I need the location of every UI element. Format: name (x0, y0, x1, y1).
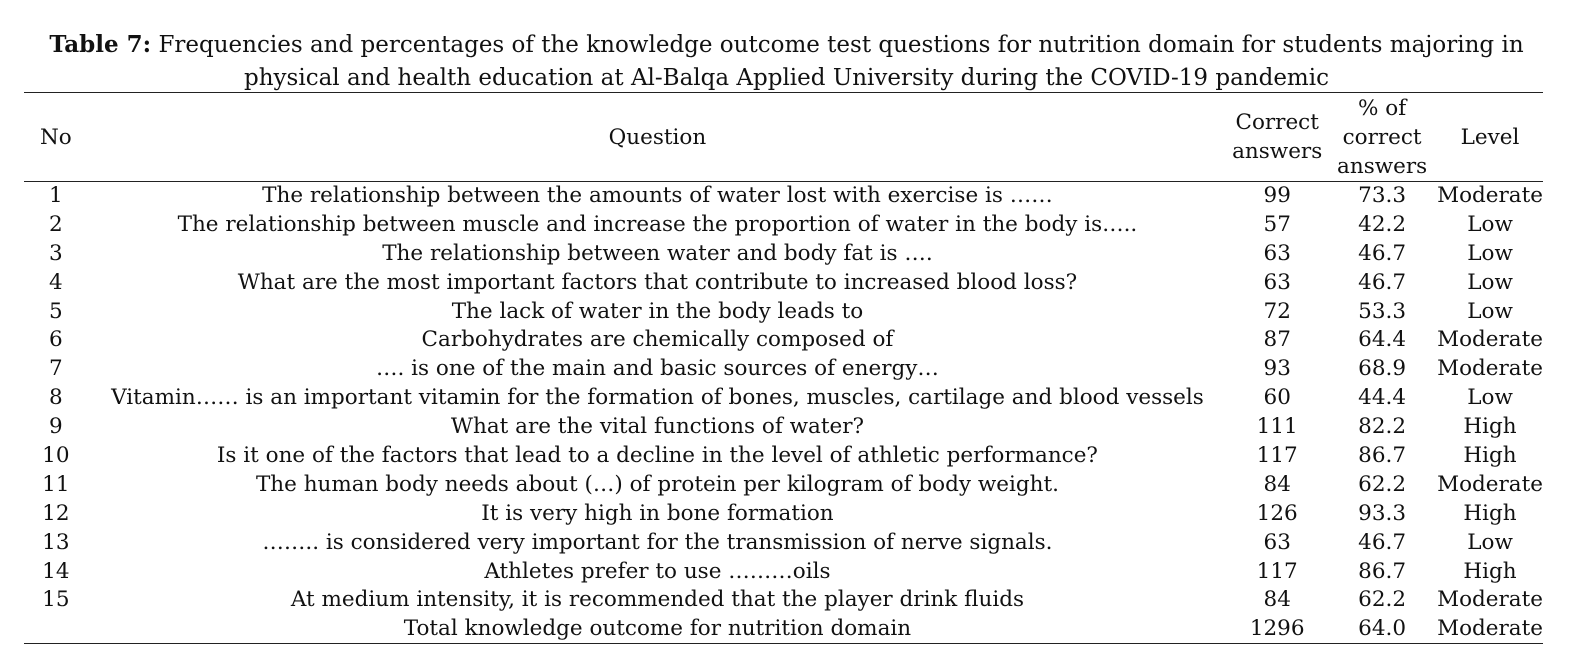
cell-no: 6 (49, 327, 63, 353)
table-row (24, 210, 1543, 239)
cell-no: 8 (49, 385, 63, 411)
cell-percent: 44.4 (1358, 385, 1407, 411)
table-row (24, 442, 1543, 471)
cell-correct: 63 (1263, 529, 1291, 555)
table-row (24, 355, 1543, 384)
cell-level: Moderate (1437, 327, 1543, 353)
cell-no: 13 (42, 529, 70, 555)
cell-no: 1 (49, 183, 63, 209)
cell-no: 14 (42, 558, 70, 584)
cell-level: Low (1467, 269, 1513, 295)
header-question: Question (608, 124, 707, 150)
cell-correct: 99 (1263, 183, 1291, 209)
cell-question: The human body needs about (…) of protein per kilogram of body weight. (255, 471, 1059, 497)
cell-percent: 42.2 (1358, 211, 1407, 237)
cell-no: 15 (42, 587, 70, 613)
cell-percent: 62.2 (1358, 587, 1407, 613)
cell-percent: 46.7 (1358, 529, 1407, 555)
table-row (24, 268, 1543, 297)
cell-level: High (1463, 500, 1517, 526)
cell-percent: 46.7 (1358, 240, 1407, 266)
cell-correct: 57 (1263, 211, 1291, 237)
table-row (24, 326, 1543, 355)
cell-question: …. is one of the main and basic sources of energy… (376, 356, 939, 382)
cell-level: Low (1467, 240, 1513, 266)
cell-question: What are the vital functions of water? (450, 414, 865, 440)
cell-question: It is very high in bone formation (481, 500, 834, 526)
header-percent-correct-text: % of correct answers (1337, 95, 1428, 179)
cell-correct: 93 (1263, 356, 1291, 382)
cell-no: 10 (42, 442, 70, 468)
cell-correct: 84 (1263, 587, 1291, 613)
cell-no: 12 (42, 500, 70, 526)
cell-level: High (1463, 558, 1517, 584)
table-row (24, 239, 1543, 268)
cell-percent: 86.7 (1358, 558, 1407, 584)
cell-level: Moderate (1437, 587, 1543, 613)
cell-percent: 68.9 (1358, 356, 1407, 382)
cell-percent: 82.2 (1358, 414, 1407, 440)
header-percent-correct (1327, 93, 1437, 182)
table-header (24, 93, 1543, 182)
cell-level: Moderate (1437, 183, 1543, 209)
total-row (24, 615, 1543, 644)
cell-question: At medium intensity, it is recommended that the player drink fluids (290, 587, 1025, 613)
table-caption-text: Frequencies and percentages of the knowledge outcome test questions for nutrition domain for students majoring in physical and health education at Al-Balqa Applied University during the COVID-19 pandemic (158, 32, 1524, 91)
table-row (24, 182, 1543, 211)
results-table (24, 92, 1543, 644)
table-caption (20, 28, 1553, 95)
cell-correct: 84 (1263, 471, 1291, 497)
total-percent: 64.0 (1358, 616, 1407, 642)
cell-correct: 60 (1263, 385, 1291, 411)
table-row (24, 413, 1543, 442)
cell-percent: 86.7 (1358, 442, 1407, 468)
header-correct-answers (1227, 93, 1327, 182)
cell-question: Is it one of the factors that lead to a decline in the level of athletic performance? (216, 442, 1098, 468)
cell-correct: 111 (1256, 414, 1298, 440)
cell-correct: 117 (1256, 442, 1298, 468)
cell-percent: 53.3 (1358, 298, 1407, 324)
cell-level: Low (1467, 298, 1513, 324)
cell-question: …….. is considered very important for the transmission of nerve signals. (262, 529, 1053, 555)
total-level: Moderate (1437, 616, 1543, 642)
table-label: Table 7: (49, 31, 152, 58)
cell-no: 7 (49, 356, 63, 382)
cell-correct: 63 (1263, 240, 1291, 266)
cell-no: 3 (49, 240, 63, 266)
cell-no: 11 (42, 471, 70, 497)
total-label: Total knowledge outcome for nutrition domain (403, 616, 912, 642)
cell-correct: 72 (1263, 298, 1291, 324)
cell-correct: 87 (1263, 327, 1291, 353)
cell-question: Carbohydrates are chemically composed of (421, 327, 894, 353)
table-row (24, 499, 1543, 528)
cell-level: Low (1467, 385, 1513, 411)
cell-level: Moderate (1437, 471, 1543, 497)
cell-no: 4 (49, 269, 63, 295)
cell-correct: 126 (1256, 500, 1298, 526)
cell-question: The relationship between water and body fat is …. (382, 240, 933, 266)
table-row (24, 528, 1543, 557)
table-row (24, 384, 1543, 413)
cell-question: What are the most important factors that contribute to increased blood loss? (237, 269, 1078, 295)
cell-level: Moderate (1437, 356, 1543, 382)
cell-no: 5 (49, 298, 63, 324)
cell-no (24, 615, 88, 644)
header-no: No (39, 124, 72, 150)
cell-no: 2 (49, 211, 63, 237)
table-row (24, 557, 1543, 586)
cell-percent: 64.4 (1358, 327, 1407, 353)
cell-level: High (1463, 442, 1517, 468)
cell-correct: 63 (1263, 269, 1291, 295)
cell-level: Low (1467, 529, 1513, 555)
table-row (24, 297, 1543, 326)
cell-no: 9 (49, 414, 63, 440)
cell-percent: 93.3 (1358, 500, 1407, 526)
header-correct-answers-text: Correct answers (1232, 110, 1323, 164)
cell-question: The lack of water in the body leads to (451, 298, 864, 324)
cell-question: The relationship between the amounts of water lost with exercise is …… (262, 183, 1053, 209)
table-row (24, 586, 1543, 615)
cell-percent: 73.3 (1358, 183, 1407, 209)
header-level: Level (1460, 124, 1520, 150)
total-correct: 1296 (1249, 616, 1305, 642)
cell-percent: 46.7 (1358, 269, 1407, 295)
cell-correct: 117 (1256, 558, 1298, 584)
cell-level: High (1463, 414, 1517, 440)
cell-question: The relationship between muscle and increase the proportion of water in the body is….. (177, 211, 1138, 237)
cell-level: Low (1467, 211, 1513, 237)
table-row (24, 470, 1543, 499)
table-body (24, 182, 1543, 644)
cell-percent: 62.2 (1358, 471, 1407, 497)
cell-question: Vitamin…… is an important vitamin for the formation of bones, muscles, cartilage and blood vessels (111, 385, 1204, 411)
cell-question: Athletes prefer to use ………oils (484, 558, 831, 584)
